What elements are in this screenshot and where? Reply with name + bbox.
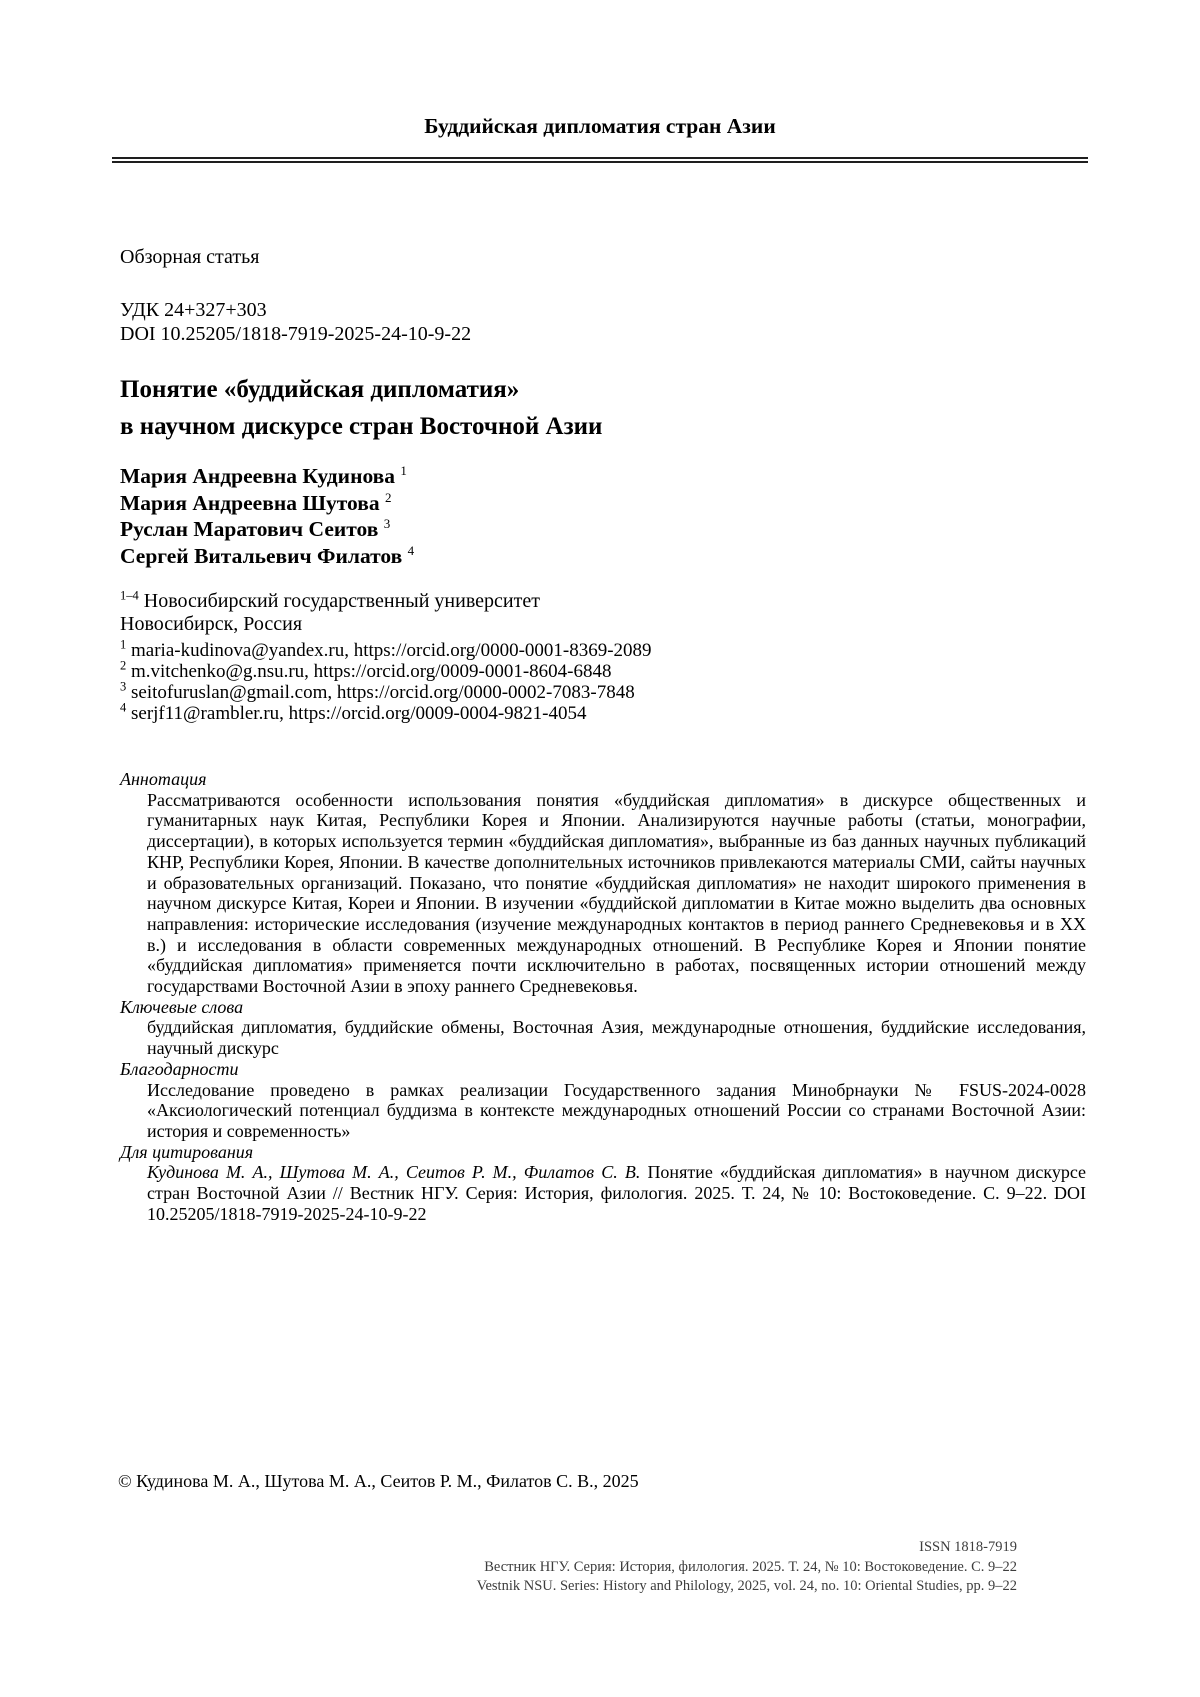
udk-line: УДК 24+327+303: [120, 299, 267, 321]
header-rule: [112, 157, 1088, 163]
author-name: Сергей Витальевич Филатов: [120, 543, 403, 568]
author-name: Мария Андреевна Кудинова: [120, 464, 396, 488]
contact-text: seitofuruslan@gmail.com, https://orcid.org/0000-0002-7083-7848: [131, 682, 635, 703]
article-type: Обзорная статья: [120, 246, 260, 268]
author-row: [120, 490, 414, 517]
contact-row: [120, 700, 652, 724]
footer-ru: Вестник НГУ. Серия: История, филология. 2025. Т. 24, № 10: Востоковедение. С. 9–22: [484, 1558, 1017, 1575]
contact-row: [120, 658, 652, 682]
author-sup: 4: [407, 542, 415, 558]
citation-heading: Для цитирования: [120, 1141, 254, 1162]
title-line-1: Понятие «буддийская дипломатия»: [120, 376, 520, 403]
acknowledgments-text: Исследование проведено в рамках реализации Государственного задания Минобрнауки № FSUS-2024-0028 «Аксиологический потенциал буддизма в контексте международных отношений России со странами Восточной Азии: история и современность»: [147, 1079, 1086, 1141]
contact-text: serjf11@rambler.ru, https://orcid.org/0009-0004-9821-4054: [131, 703, 587, 724]
article-title: [120, 371, 602, 445]
contact-text: maria-kudinova@yandex.ru, https://orcid.org/0000-0001-8369-2089: [131, 640, 652, 661]
keywords-heading: Ключевые слова: [120, 996, 244, 1017]
footer-en: Vestnik NSU. Series: History and Philology, 2025, vol. 24, no. 10: Oriental Studies, pp. 9–22: [476, 1578, 1017, 1594]
author-sup: 1: [400, 462, 407, 478]
footer-issn: ISSN 1818-7919: [919, 1539, 1017, 1555]
author-sup: 2: [384, 489, 392, 505]
abstract-text: Рассматриваются особенности использования понятия «буддийская дипломатия» в дискурсе общественных и гуманитарных наук Китая, Республики Корея и Японии. Анализируются научные работы (статьи, монографии, диссертации), в которых используется термин «буддийская дипломатия», выбранные из баз данных научных публикаций КНР, Республики Корея, Японии. В качестве дополнительных источников привлекаются материалы СМИ, сайты научных и образовательных организаций. Показано, что понятие «буддийская дипломатия» не находит широкого применения в научном дискурсе Китая, Кореи и Японии. В изучении «буддийской дипломатии в Китае можно выделить два основных направления: исторические исследования (изучение международных контактов в период раннего Средневековья и в XX в.) и исследования в области современных международных отношений. В Республике Корея и Японии понятие «буддийская дипломатия» применяется почти исключительно в работах, посвященных истории отношений между государствами Восточной Азии в эпоху раннего Средневековья.: [147, 789, 1086, 997]
affiliation-block: [120, 590, 540, 635]
doi-line: DOI 10.25205/1818-7919-2025-24-10-9-22: [120, 322, 472, 345]
contact-sup: 2: [120, 658, 127, 673]
page-footer: [477, 1538, 1017, 1597]
author-row: [120, 516, 414, 543]
author-row: [120, 463, 414, 490]
affiliation-line: [120, 590, 540, 613]
abstract-section: [120, 769, 1086, 1224]
citation-authors: Кудинова М. А., Шутова М. А., Сеитов Р. М., Филатов С. В.: [147, 1162, 641, 1183]
udk-doi-block: [120, 299, 471, 346]
affiliation-sup: 1–4: [120, 588, 139, 603]
copyright-line: © Кудинова М. А., Шутова М. А., Сеитов Р. М., Филатов С. В., 2025: [118, 1471, 639, 1491]
running-head: Буддийская дипломатия стран Азии: [424, 114, 776, 138]
contact-text: m.vitchenko@g.nsu.ru, https://orcid.org/0009-0001-8604-6848: [131, 661, 612, 682]
citation-text: Понятие «буддийская дипломатия» в научном дискурсе стран Восточной Азии // Вестник НГУ. Серия: История, филология. 2025. Т. 24, № 10: Востоковедение. С. 9–22. DOI 10.25205/1818-7919-2025-24-10-9-22: [147, 1162, 1087, 1224]
keywords-text: буддийская дипломатия, буддийские обмены, Восточная Азия, международные отношения, буддийские исследования, научный дискурс: [147, 1017, 1086, 1059]
contact-row: [120, 679, 652, 703]
contact-sup: 4: [120, 700, 127, 715]
author-name: Мария Андреевна Шутова: [120, 490, 380, 515]
contact-row: [120, 637, 652, 661]
title-line-2: в научном дискурсе стран Восточной Азии: [120, 413, 603, 440]
author-row: [120, 543, 414, 570]
contacts-block: [120, 637, 652, 724]
contact-sup: 3: [120, 679, 127, 694]
citation-paragraph: [120, 1162, 1086, 1224]
university-name: Новосибирский государственный университет: [143, 590, 540, 612]
author-sup: 3: [383, 516, 391, 532]
authors-block: [120, 463, 414, 569]
city-line: Новосибирск, Россия: [120, 612, 303, 635]
author-name: Руслан Маратович Сеитов: [120, 517, 379, 542]
contact-sup: 1: [120, 637, 127, 652]
acknowledgments-heading: Благодарности: [120, 1058, 239, 1079]
abstract-heading: Аннотация: [120, 769, 207, 789]
